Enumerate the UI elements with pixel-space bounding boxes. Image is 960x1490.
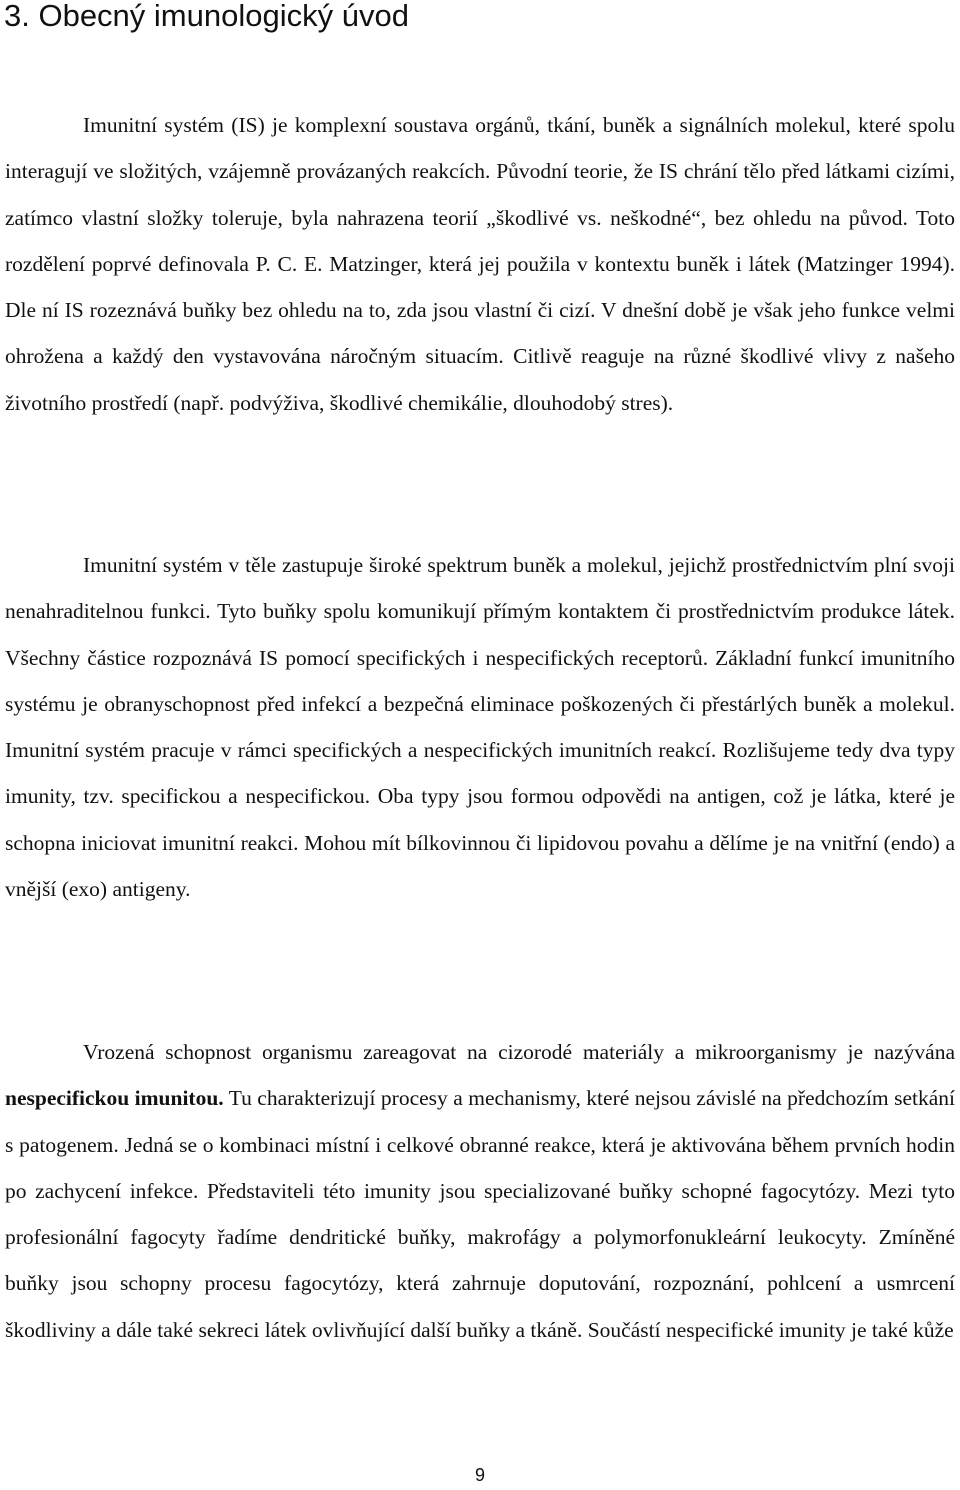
paragraph-3-text-before: Vrozená schopnost organismu zareagovat na cizorodé materiály a mikroorganismy je nazývána xyxy=(83,1040,955,1064)
paragraph-3-text-after: Tu charakterizují procesy a mechanismy, které nejsou závislé na předchozím setkání s patogenem. Jedná se o kombinaci místní i celkové obranné reakce, která je aktivována během prvních hodin po zachycení infekce. Představiteli této imunity jsou specializované buňky schopné fagocytózy. Mezi tyto profesionální fagocyty řadíme dendritické buňky, makrofágy a polymorfonukleární leukocyty. Zmíněné buňky jsou schopny procesu fagocytózy, která zahrnuje doputování, rozpoznání, pohlcení a usmrcení škodliviny a dále také sekreci látek ovlivňující další buňky a tkáně. Součástí nespecifické imunity je také kůže xyxy=(5,1086,955,1342)
paragraph-3 xyxy=(5,1029,955,1353)
paragraph-2: Imunitní systém v těle zastupuje široké spektrum buněk a molekul, jejichž prostřednictvím plní svoji nenahraditelnou funkci. Tyto buňky spolu komunikují přímým kontaktem či prostřednictvím produkce látek. Všechny částice rozpoznává IS pomocí specifických i nespecifických receptorů. Základní funkcí imunitního systému je obranyschopnost před infekcí a bezpečná eliminace poškozených či přestárlých buněk a molekul. Imunitní systém pracuje v rámci specifických a nespecifických imunitních reakcí. Rozlišujeme tedy dva typy imunity, tzv. specifickou a nespecifickou. Oba typy jsou formou odpovědi na antigen, což je látka, které je schopna iniciovat imunitní reakci. Mohou mít bílkovinnou či lipidovou povahu a dělíme je na vnitřní (endo) a vnější (exo) antigeny. xyxy=(5,553,955,902)
page-number: 9 xyxy=(474,1465,485,1485)
chapter-heading: 3. Obecný imunologický úvod xyxy=(4,0,409,33)
paragraph-1: Imunitní systém (IS) je komplexní soustava orgánů, tkání, buněk a signálních molekul, které spolu interagují ve složitých, vzájemně provázaných reakcích. Původní teorie, že IS chrání tělo před látkami cizími, zatímco vlastní složky toleruje, byla nahrazena teorií „škodlivé vs. neškodné“, bez ohledu na původ. Toto rozdělení poprvé definovala P. C. E. Matzinger, která jej použila v kontextu buněk i látek (Matzinger 1994). Dle ní IS rozeznává buňky bez ohledu na to, zda jsou vlastní či cizí. V dnešní době je však jeho funkce velmi ohrožena a každý den vystavována náročným situacím. Citlivě reaguje na různé škodlivé vlivy z našeho životního prostředí (např. podvýživa, škodlivé chemikálie, dlouhodobý stres). xyxy=(5,113,955,415)
paragraph-3-bold-term: nespecifickou imunitou. xyxy=(5,1086,224,1111)
